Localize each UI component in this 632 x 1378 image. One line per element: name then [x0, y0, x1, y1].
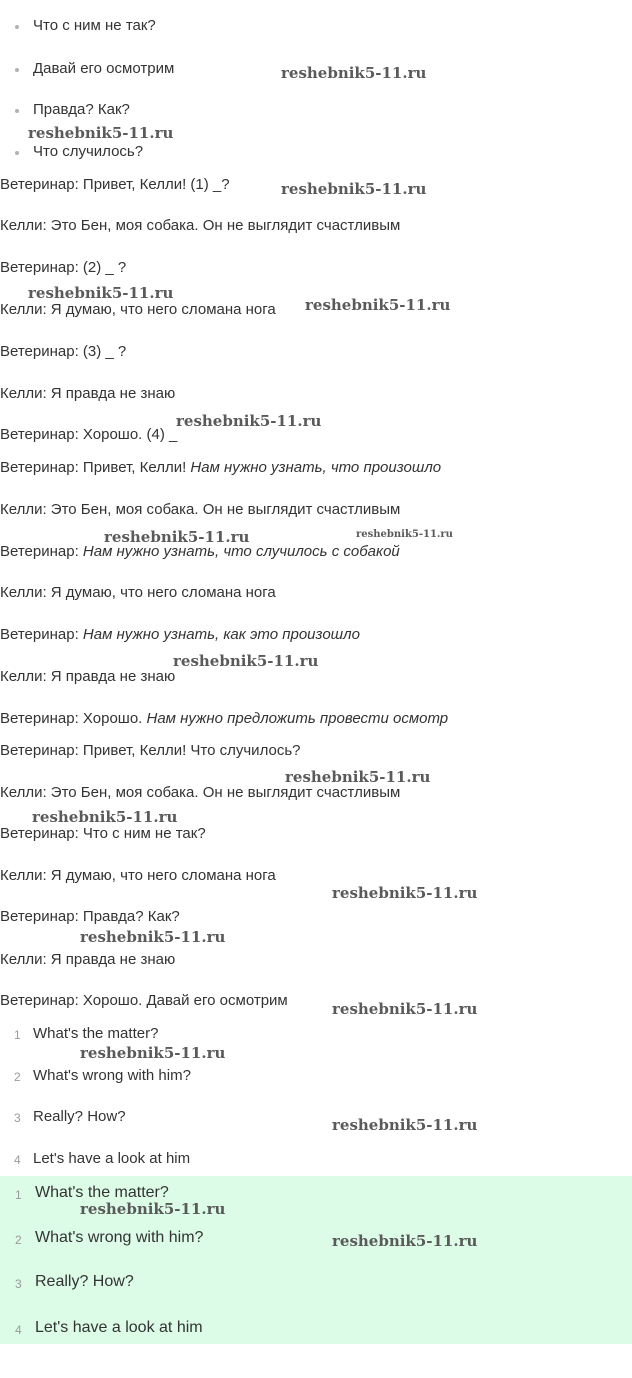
dialog-hint-text: Нам нужно предложить провести осмотр — [146, 710, 449, 727]
answer-number: 1 — [15, 1188, 22, 1202]
item-number: 3 — [14, 1111, 21, 1125]
bullet-dot-icon — [15, 68, 19, 72]
item-number: 2 — [14, 1070, 21, 1084]
watermark: reshebnik5-11.ru — [281, 64, 427, 82]
watermark: reshebnik5-11.ru — [305, 296, 451, 314]
watermark: reshebnik5-11.ru — [285, 768, 431, 786]
dialog-full-line-5: Ветеринар: Правда? Как? — [0, 908, 180, 925]
watermark: reshebnik5-11.ru — [332, 884, 478, 902]
watermark: reshebnik5-11.ru — [80, 1044, 226, 1062]
watermark: reshebnik5-11.ru — [28, 124, 174, 142]
answer-number: 3 — [15, 1277, 22, 1291]
item-text: What's wrong with him? — [33, 1067, 191, 1084]
dialog-hint-prefix: Ветеринар: — [0, 543, 83, 560]
bullet-text: Правда? Как? — [33, 101, 130, 118]
answer-number: 4 — [15, 1323, 22, 1337]
watermark: reshebnik5-11.ru — [332, 1232, 478, 1250]
answer-number: 2 — [15, 1233, 22, 1247]
answer-text: What's wrong with him? — [35, 1229, 204, 1246]
dialog-hint-text: Нам нужно узнать, что случилось с собакой — [82, 543, 400, 560]
bullet-text: Что случилось? — [33, 143, 144, 160]
answer-text: Really? How? — [35, 1273, 134, 1290]
dialog-full-line-1: Ветеринар: Привет, Келли! Что случилось? — [0, 742, 301, 759]
dialog-blank-line-5: Ветеринар: (3) _ ? — [0, 343, 127, 360]
dialog-full-line-6: Келли: Я правда не знаю — [0, 951, 176, 968]
bullet-text: Что с ним не так? — [33, 17, 156, 34]
dialog-hint-line-1 — [0, 459, 441, 477]
dialog-hint-text: Нам нужно узнать, что произошло — [190, 459, 442, 476]
dialog-blank-line-3: Ветеринар: (2) _ ? — [0, 259, 127, 276]
watermark: reshebnik5-11.ru — [176, 412, 322, 430]
dialog-blank-line-4: Келли: Я думаю, что него сломана нога — [0, 301, 276, 318]
dialog-hint-line-4: Келли: Я думаю, что него сломана нога — [0, 584, 276, 601]
watermark: reshebnik5-11.ru — [332, 1116, 478, 1134]
watermark: reshebnik5-11.ru — [80, 1200, 226, 1218]
watermark: reshebnik5-11.ru — [80, 928, 226, 946]
item-text: Really? How? — [33, 1108, 126, 1125]
dialog-full-line-7: Ветеринар: Хорошо. Давай его осмотрим — [0, 992, 288, 1009]
dialog-blank-line-6: Келли: Я правда не знаю — [0, 385, 176, 402]
watermark: reshebnik5-11.ru — [32, 808, 178, 826]
watermark: reshebnik5-11.ru — [332, 1000, 478, 1018]
item-text: Let's have a look at him — [33, 1150, 191, 1167]
dialog-blank-line-7: Ветеринар: Хорошо. (4) _ — [0, 426, 178, 443]
watermark: reshebnik5-11.ru — [173, 652, 319, 670]
dialog-hint-line-7 — [0, 710, 448, 728]
dialog-hint-line-6: Келли: Я правда не знаю — [0, 668, 176, 685]
bullet-dot-icon — [15, 109, 19, 113]
dialog-blank-line-2: Келли: Это Бен, моя собака. Он не выглядит счастливым — [0, 217, 401, 234]
item-text: What's the matter? — [33, 1025, 159, 1042]
bullet-dot-icon — [15, 151, 19, 155]
dialog-hint-text: Нам нужно узнать, как это произошло — [82, 626, 360, 643]
dialog-hint-line-2: Келли: Это Бен, моя собака. Он не выглядит счастливым — [0, 501, 401, 518]
answer-text: Let's have a look at him — [35, 1319, 203, 1336]
dialog-hint-prefix: Ветеринар: — [0, 626, 83, 643]
dialog-blank-line-1: Ветеринар: Привет, Келли! (1) _? — [0, 176, 230, 193]
watermark: reshebnik5-11.ru — [104, 528, 250, 546]
watermark: reshebnik5-11.ru — [28, 284, 174, 302]
watermark: reshebnik5-11.ru — [356, 529, 453, 540]
dialog-hint-line-5 — [0, 626, 360, 644]
answer-text: What's the matter? — [35, 1184, 169, 1201]
item-number: 4 — [14, 1153, 21, 1167]
bullet-text: Давай его осмотрим — [33, 60, 175, 77]
watermark: reshebnik5-11.ru — [281, 180, 427, 198]
dialog-full-line-2: Келли: Это Бен, моя собака. Он не выглядит счастливым — [0, 784, 401, 801]
item-number: 1 — [14, 1028, 21, 1042]
dialog-full-line-3: Ветеринар: Что с ним не так? — [0, 825, 206, 842]
bullet-dot-icon — [15, 25, 19, 29]
dialog-hint-prefix: Ветеринар: Хорошо. — [0, 710, 147, 727]
dialog-hint-prefix: Ветеринар: Привет, Келли! — [0, 459, 191, 476]
dialog-full-line-4: Келли: Я думаю, что него сломана нога — [0, 867, 276, 884]
